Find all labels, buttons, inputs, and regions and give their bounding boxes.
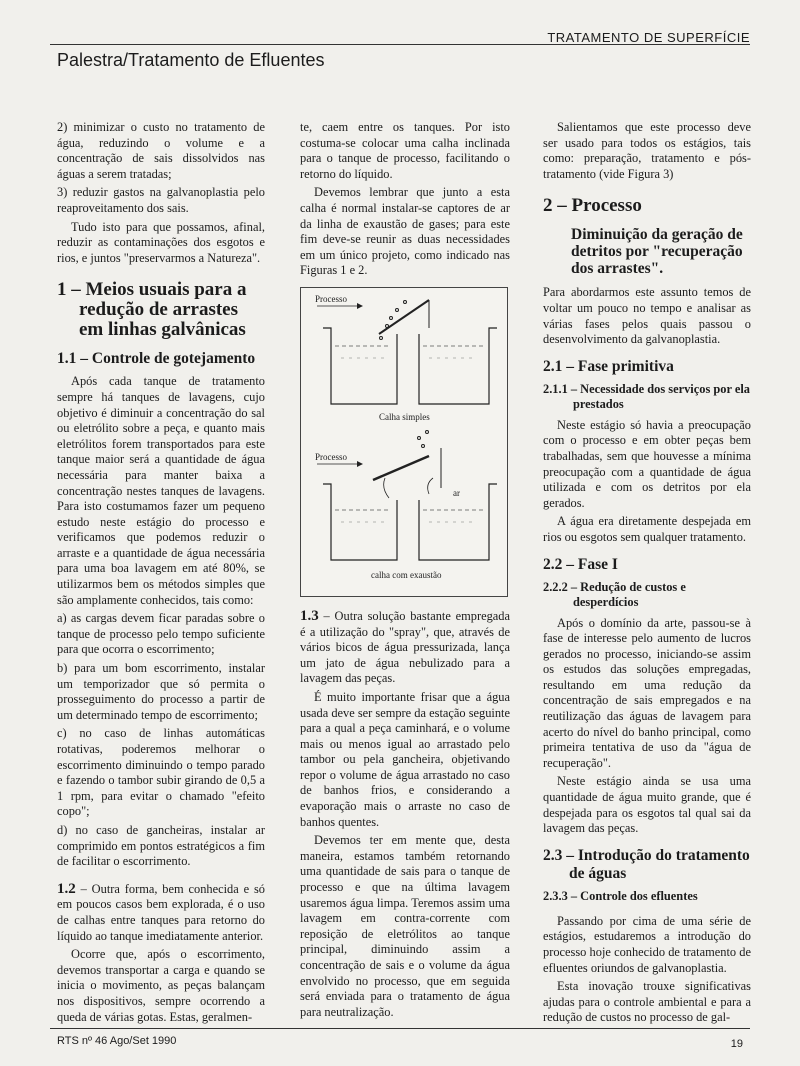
paragraph: A água era diretamente despejada em rios ou esgotos sem qualquer tratamento.	[543, 514, 751, 544]
heading-2-1: 2.1 – Fase primitiva	[543, 357, 674, 375]
list-item: a) as cargas devem ficar paradas sobre o tanque de processo pelo tempo suficiente para que ocorra o escorrimento;	[57, 611, 265, 657]
list-item: c) no caso de linhas automáticas rotativas, poderemos melhorar o escorrimento diminuindo o tempo parado e fazendo o tambor subir girando de 0,5 a 1 rpm, para evitar o chamado "efeito copo";	[57, 726, 265, 819]
heading-2-2-2: 2.2.2 – Redução de custos e desperdícios	[543, 579, 686, 609]
figure-top-label: Processo	[315, 293, 347, 304]
droplet	[418, 436, 421, 439]
paragraph: Tudo isto para que possamos, afinal, reduzir as contaminações dos esgotos e rios, e juntos "preservarmos a Natureza".	[57, 219, 265, 265]
column-1	[57, 120, 265, 1028]
paragraph: 3) reduzir gastos na galvanoplastia pelo reaproveitamento dos sais.	[57, 185, 265, 215]
paragraph: Salientamos que este processo deve ser usado para todos os estágios, tais como: preparação, tratamento e pós-tratamento (vide Figura 3)	[543, 120, 751, 181]
paragraph: Para abordarmos este assunto temos de voltar um pouco no tempo e analisar as várias fases pelos quais passou o desenvolvimento da galvanoplastia.	[543, 285, 751, 347]
droplet	[404, 300, 407, 303]
heading-2-1-1: 2.1.1 – Necessidade dos serviços por ela prestados	[543, 381, 750, 411]
droplet	[396, 308, 399, 311]
paragraph: 2) minimizar o custo no tratamento de água, reduzindo o volume e a concentração de sais dissolvidos nas águas a serem tratadas;	[57, 120, 265, 181]
paragraph: Neste estágio ainda se usa uma quantidade de água muito grande, que é despejada para os esgotos tal qual sai da lavagem das peças.	[543, 774, 751, 836]
footer-issue: RTS nº 46 Ago/Set 1990	[57, 1035, 177, 1047]
heading-1-1: 1.1 – Controle de gotejamento	[57, 350, 256, 368]
paragraph-1-2	[57, 882, 265, 944]
tank-right	[419, 328, 497, 404]
figure-diagram	[301, 288, 507, 596]
section-number: 1.2	[57, 880, 76, 897]
paragraph: Devemos lembrar que junto a esta calha é normal instalar-se captores de ar da linha de exaustão de gases; para este fim deve-se reunir as duas necessidades em um único projeto, como indicado nas Figuras 1 e 2.	[300, 185, 510, 278]
list-item: d) no caso de gancheiras, instalar ar comprimido em pontos estratégicos a fim de facilitar o escorrimento.	[57, 822, 265, 869]
section-title: Palestra/Tratamento de Efluentes	[57, 50, 325, 70]
droplet	[390, 316, 393, 319]
paragraph: Neste estágio só havia a preocupação com o processo e em obter peças bem trabalhadas, sem que houvesse a mínima preocupação com a quantidade de água utilizada e com os detritos por ela gerados.	[543, 417, 751, 510]
droplet	[426, 430, 429, 433]
paragraph: Devemos ter em mente que, desta maneira, estamos também retornando uma quantidade de sais para o tanque de processo e que na última lavagem usaremos água limpa. Teremos assim uma lavagem em contra-corrente com reposição de eletrólitos ao tanque principal, diminuindo assim a concentração de sais e o volume da água envolvido no processo, que em seguida será enviada para o tratamento de água para neutralização.	[300, 833, 510, 1019]
air-flow	[428, 478, 433, 494]
heading-2: 2 – Processo	[543, 195, 642, 217]
heading-2-3: 2.3 – Introdução do tratamento de águas	[543, 846, 750, 882]
heading-2-2: 2.2 – Fase I	[543, 555, 618, 573]
figure-tanks	[300, 287, 508, 597]
paragraph-1-3	[300, 609, 510, 687]
paragraph: Passando por cima de uma série de estágios, estudaremos a introdução do processo hoje conhecido de tratamento de efluentes oriundos de galvanoplastia.	[543, 913, 751, 975]
footer-rule	[50, 1028, 750, 1029]
gutter	[379, 300, 429, 334]
column-3	[543, 120, 751, 1029]
paragraph: É muito importante frisar que a água usada deve ser sempre da estação seguinte para a qual a peça caminhará, e o volume mais ou menos igual ao arrastado pelo tambor ou pela gancheira, objetivando repor o volume de água arrastado no caso de banhos frios, e considerando a evaporação mais o arraste no caso de banhos quentes.	[300, 689, 510, 829]
figure-top-caption: Calha simples	[379, 411, 430, 422]
droplet	[386, 324, 389, 327]
exhaust-gutter	[373, 456, 429, 480]
air-flow	[384, 478, 389, 498]
paragraph-text: – Outra forma, bem conhecida e só em poucos casos bem explorada, é o uso de calhas entre tanques para retorno do líquido ao tanque imediatamente anterior.	[57, 881, 265, 943]
list-item: b) para um bom escorrimento, instalar um temporizador que só permita o prosseguimento do processo a partir de um determinado tempo de escorrimento;	[57, 661, 265, 722]
droplet	[422, 444, 425, 447]
arrow-head	[357, 303, 363, 309]
figure-air-label: ar	[453, 487, 460, 498]
running-header: TRATAMENTO DE SUPERFÍCIE	[547, 30, 750, 45]
paragraph: Ocorre que, após o escorrimento, devemos transportar a carga e quando se inicia o movimento, as peças balançam nos dispositivos, sempre ocorrendo a queda de várias gotas. Estas, geralmen-	[57, 947, 265, 1024]
column-2	[300, 120, 510, 1023]
paragraph-text: – Outra solução bastante empregada é a utilização do "spray", que, através de vários bicos de água pressurizada, lança um jato de água nebulizado para a lavagem das peças.	[300, 608, 510, 686]
figure-bottom-caption: calha com exaustão	[371, 569, 442, 580]
paragraph: Esta inovação trouxe significativas ajudas para o controle ambiental e para a redução de custos no processo de gal-	[543, 979, 751, 1025]
paragraph: Após cada tanque de tratamento sempre há tanques de lavagens, cujo objetivo é diminuir a concentração do sal ou eletrólito sobre a peça, e quanto mais eletrólitos forem transportados para este tanque maior será a quantidade de água necessária para manter baixa a concentração nestes tanques de lavagens. Para isto costumamos fazer um pequeno estudo neste estágio do processo e verificamos que podemos reduzir o arraste e a quantidade de água necessária para uma boa lavagem em até 80%, se utilizarmos bem os métodos simples que são amplamente conhecidos, tais como:	[57, 374, 265, 607]
arrow-head	[357, 461, 363, 467]
heading-1: 1 – Meios usuais para a redução de arrastes em linhas galvânicas	[57, 279, 247, 341]
heading-2-3-3: 2.3.3 – Controle dos efluentes	[543, 888, 698, 903]
heading-2-subtitle: Diminuição da geração de detritos por "recuperação dos arrastes".	[571, 226, 743, 278]
figure-bottom-label: Processo	[315, 451, 347, 462]
section-number: 1.3	[300, 607, 319, 624]
paragraph: Após o domínio da arte, passou-se à fase de interesse pelo aumento de lucros gerados no processo, iniciando-se assim os estudos das soluções empregadas, resultando em uma redução da concentração de sais empregados e na reutilização das águas de lavagem para acerto do nível do banho principal, como primeira tentativa de uso da "água de recuperação".	[543, 615, 751, 770]
page-number: 19	[730, 1038, 743, 1050]
paragraph: te, caem entre os tanques. Por isto costuma-se colocar uma calha inclinada para o tanque de processo, facilitando o retorno do líquido.	[300, 120, 510, 181]
droplet	[380, 336, 383, 339]
tank-left	[323, 328, 397, 404]
header-rule	[50, 44, 750, 45]
